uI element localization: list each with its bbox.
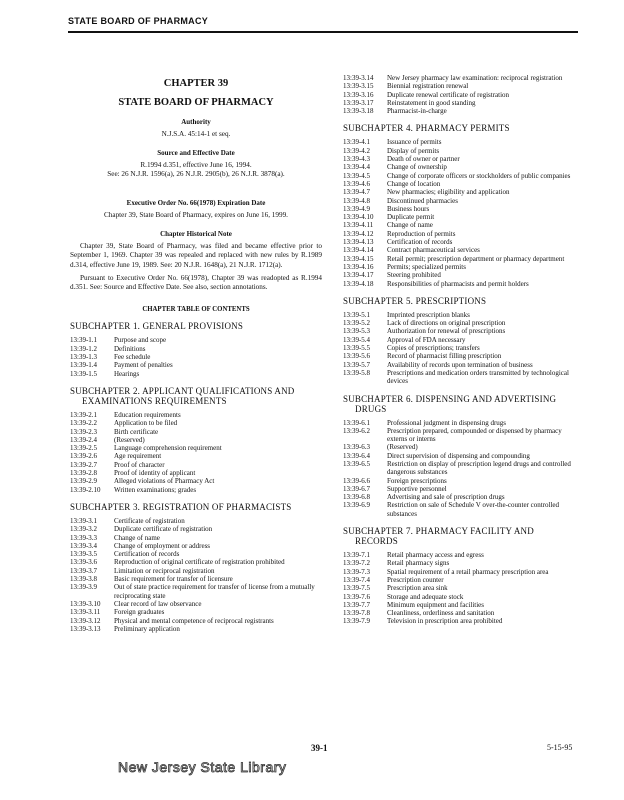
section-number: 13:39-7.5 — [343, 584, 371, 593]
section-title: (Reserved) — [114, 435, 145, 444]
section-title: Fee schedule — [114, 353, 151, 362]
section-number: 13:39-3.11 — [70, 608, 101, 617]
section-number: 13:39-1.1 — [70, 336, 98, 345]
section-number: 13:39-3.4 — [70, 541, 98, 550]
toc-entry — [343, 443, 579, 451]
section-number: 13:39-4.15 — [343, 254, 374, 263]
toc-entry — [343, 238, 579, 246]
section-title: Certification of records — [387, 238, 453, 247]
section-title: Language comprehension requirement — [114, 444, 222, 453]
toc-entry — [343, 180, 579, 188]
section-number: 13:39-5.4 — [343, 335, 371, 344]
toc-entry — [70, 600, 322, 608]
section-number: 13:39-7.6 — [343, 592, 371, 601]
toc-entry — [70, 345, 322, 353]
toc-entry — [343, 163, 579, 171]
section-title: Television in prescription area prohibited — [387, 617, 503, 626]
source-line-2: See: 26 N.J.R. 1596(a), 26 N.J.R. 2905(b), 26 N.J.R. 3878(a). — [107, 170, 285, 178]
section-title: Biennial registration renewal — [387, 82, 469, 91]
section-title: Minimum equipment and facilities — [387, 600, 485, 609]
section-number: 13:39-7.4 — [343, 575, 371, 584]
section-number: 13:39-3.1 — [70, 516, 98, 525]
section-number: 13:39-4.16 — [343, 262, 374, 271]
toc-entry — [343, 230, 579, 238]
section-number: 13:39-3.5 — [70, 550, 98, 559]
section-title: (Reserved) — [387, 443, 418, 452]
toc-entry — [343, 593, 579, 601]
section-number: 13:39-6.6 — [343, 476, 371, 485]
section-title: Prescriptions and medication orders transmitted by technological devices — [387, 368, 569, 386]
section-number: 13:39-3.17 — [343, 98, 374, 107]
section-title: Display of permits — [387, 146, 440, 155]
toc-entry — [343, 107, 579, 115]
section-title: Storage and adequate stock — [387, 592, 464, 601]
section-title: Certificate of registration — [114, 516, 185, 525]
section-title: Change of corporate officers or stockholders of public companies — [387, 171, 571, 180]
section-title: Certification of records — [114, 550, 180, 559]
section-number: 13:39-4.8 — [343, 196, 371, 205]
toc-entry — [70, 452, 322, 460]
toc-entry — [343, 551, 579, 559]
toc-entry — [70, 419, 322, 427]
toc-entry — [343, 427, 579, 444]
toc-entry — [343, 419, 579, 427]
section-number: 13:39-3.9 — [70, 583, 98, 592]
toc-entry — [343, 559, 579, 567]
section-number: 13:39-2.8 — [70, 469, 98, 478]
section-title: Direct supervision of dispensing and compounding — [387, 451, 530, 460]
toc-entry — [343, 188, 579, 196]
toc-entry — [70, 436, 322, 444]
subchapter-heading: SUBCHAPTER 7. PHARMACY FACILITY AND RECORDS — [343, 526, 534, 547]
section-number: 13:39-2.3 — [70, 427, 98, 436]
left-toc — [70, 321, 322, 633]
toc-entry — [343, 280, 579, 288]
section-number: 13:39-4.4 — [343, 163, 371, 172]
section-title: Written examinations; grades — [114, 485, 197, 494]
toc-entry — [343, 477, 579, 485]
section-number: 13:39-7.2 — [343, 559, 371, 568]
section-title: Imprinted prescription blanks — [387, 310, 470, 319]
toc-entry — [343, 369, 579, 386]
section-number: 13:39-3.8 — [70, 575, 98, 584]
section-number: 13:39-4.14 — [343, 246, 374, 255]
section-title: Out of state practice requirement for transfer of license from a mutually reciprocating state — [114, 583, 315, 600]
right-toc — [343, 123, 579, 625]
section-title: Limitation or reciprocal registration — [114, 566, 215, 575]
section-number: 13:39-6.5 — [343, 459, 371, 468]
toc-entry — [343, 311, 579, 319]
toc-entry — [70, 336, 322, 344]
running-head: STATE BOARD OF PHARMACY — [68, 16, 209, 26]
section-number: 13:39-6.1 — [343, 418, 371, 427]
history-paragraph-1: Chapter 39, State Board of Pharmacy, was filed and became effective prior to September 1, 1969. Chapter 39 was repealed and replaced with new rules by R.1989 d.314, effective June 19, 1989. See: 20 N.J.R. 1648(a), 21 N.J.R. 1712(a). — [70, 242, 322, 269]
section-title: Proof of identity of applicant — [114, 469, 196, 478]
expiration-text: Chapter 39, State Board of Pharmacy, expires on June 16, 1999. — [104, 211, 288, 219]
toc-entry — [343, 213, 579, 221]
toc-entry — [343, 336, 579, 344]
section-title: Permits; specialized permits — [387, 262, 466, 271]
toc-entry — [70, 575, 322, 583]
section-title: Payment of penalties — [114, 361, 173, 370]
section-title: Hearings — [114, 369, 140, 378]
section-number: 13:39-7.9 — [343, 617, 371, 626]
section-title: Change of employment or address — [114, 541, 211, 550]
section-number: 13:39-4.12 — [343, 229, 374, 238]
toc-entry — [70, 353, 322, 361]
toc-entry — [70, 567, 322, 575]
section-number: 13:39-4.11 — [343, 221, 374, 230]
section-title: Business hours — [387, 204, 430, 213]
subchapter-block — [343, 123, 579, 287]
section-number: 13:39-4.17 — [343, 271, 374, 280]
section-number: 13:39-4.3 — [343, 155, 371, 164]
chapter-number: CHAPTER 39 — [163, 78, 229, 89]
subchapter-block — [70, 321, 322, 377]
section-number: 13:39-6.8 — [343, 493, 371, 502]
toc-entry — [70, 428, 322, 436]
section-number: 13:39-3.10 — [70, 599, 101, 608]
section-number: 13:39-3.16 — [343, 90, 374, 99]
section-title: Professional judgment in dispensing drugs — [387, 418, 506, 427]
toc-entry — [70, 477, 322, 485]
section-number: 13:39-4.6 — [343, 179, 371, 188]
section-title: Spatial requirement of a retail pharmacy prescription area — [387, 567, 549, 576]
toc-entry — [343, 344, 579, 352]
section-title: Copies of prescriptions; transfers — [387, 344, 480, 353]
subchapter-heading: SUBCHAPTER 4. PHARMACY PERMITS — [343, 123, 510, 134]
section-number: 13:39-5.8 — [343, 368, 371, 377]
section-title: Discontinued pharmacies — [387, 196, 458, 205]
toc-entry — [70, 411, 322, 419]
right-top-toc — [343, 74, 579, 115]
subchapter-heading: SUBCHAPTER 2. APPLICANT QUALIFICATIONS AND EXAMINATIONS REQUIREMENTS — [70, 385, 295, 406]
toc-entry — [343, 601, 579, 609]
toc-entry — [343, 221, 579, 229]
section-title: Change of name — [114, 533, 160, 542]
toc-entry — [70, 525, 322, 533]
toc-entry — [343, 460, 579, 477]
section-number: 13:39-1.5 — [70, 369, 98, 378]
section-number: 13:39-3.18 — [343, 107, 374, 116]
section-title: Duplicate renewal certificate of registration — [387, 90, 510, 99]
section-number: 13:39-6.3 — [343, 443, 371, 452]
subchapter-block — [70, 386, 322, 494]
toc-entry — [70, 608, 322, 616]
section-title: Retail pharmacy signs — [387, 559, 450, 568]
section-number: 13:39-3.3 — [70, 533, 98, 542]
section-title: Duplicate certificate of registration — [114, 525, 213, 534]
section-title: Change of location — [387, 179, 441, 188]
subchapter-heading: SUBCHAPTER 1. GENERAL PROVISIONS — [70, 321, 244, 332]
history-paragraph-2: Pursuant to Executive Order No. 66(1978), Chapter 39 was readopted as R.1994 d.351. See: Source and Effective Date. See also, section annotations. — [70, 273, 322, 292]
section-number: 13:39-6.2 — [343, 426, 371, 435]
toc-entry — [70, 486, 322, 494]
page-date: 5-15-95 — [547, 743, 573, 752]
section-number: 13:39-2.10 — [70, 485, 101, 494]
toc-entry — [343, 138, 579, 146]
toc-entry — [343, 147, 579, 155]
section-number: 13:39-5.7 — [343, 360, 371, 369]
section-title: Supportive personnel — [387, 484, 447, 493]
toc-entry — [70, 361, 322, 369]
toc-entry — [70, 370, 322, 378]
section-title: Prescription counter — [387, 575, 444, 584]
section-title: Cleanliness, orderliness and sanitation — [387, 609, 495, 618]
section-number: 13:39-5.3 — [343, 327, 371, 336]
left-column — [70, 74, 322, 637]
toc-entry — [343, 493, 579, 501]
section-number: 13:39-6.9 — [343, 501, 371, 510]
section-number: 13:39-5.1 — [343, 310, 371, 319]
section-title: Contract pharmaceutical services — [387, 246, 480, 255]
section-title: Advertising and sale of prescription drugs — [387, 493, 505, 502]
toc-entry — [343, 155, 579, 163]
section-number: 13:39-2.5 — [70, 444, 98, 453]
section-title: Prescription prepared, compounded or dispensed by pharmacy externs or interns — [387, 426, 562, 444]
toc-entry — [343, 327, 579, 335]
section-number: 13:39-3.14 — [343, 74, 374, 82]
section-number: 13:39-1.3 — [70, 353, 98, 362]
section-number: 13:39-1.2 — [70, 344, 98, 353]
toc-entry — [70, 617, 322, 625]
section-number: 13:39-3.13 — [70, 624, 101, 633]
section-title: Reinstatement in good standing — [387, 98, 476, 107]
authority-heading: Authority — [181, 118, 211, 126]
section-number: 13:39-1.4 — [70, 361, 98, 370]
toc-entry — [343, 501, 579, 518]
toc-entry — [343, 197, 579, 205]
expiration-heading: Executive Order No. 66(1978) Expiration Date — [126, 199, 266, 207]
toc-entry — [343, 485, 579, 493]
toc-entry — [343, 255, 579, 263]
toc-entry — [343, 172, 579, 180]
toc-entry — [343, 319, 579, 327]
section-title: Pharmacist-in-charge — [387, 107, 447, 116]
section-title: Age requirement — [114, 452, 162, 461]
toc-entry — [343, 609, 579, 617]
section-number: 13:39-2.2 — [70, 419, 98, 428]
section-title: Reproduction of original certificate of registration prohibited — [114, 558, 285, 567]
section-number: 13:39-3.2 — [70, 525, 98, 534]
section-title: Retail pharmacy access and egress — [387, 551, 484, 560]
section-title: Change of name — [387, 221, 433, 230]
toc-entry — [70, 461, 322, 469]
section-title: Preliminary application — [114, 624, 180, 633]
section-title: Definitions — [114, 344, 146, 353]
toc-entry — [70, 517, 322, 525]
section-number: 13:39-3.12 — [70, 616, 101, 625]
subchapter-block — [343, 394, 579, 519]
toc-entry — [343, 82, 579, 90]
section-number: 13:39-2.1 — [70, 410, 98, 419]
section-number: 13:39-4.1 — [343, 138, 371, 147]
section-number: 13:39-6.4 — [343, 451, 371, 460]
subchapter-block — [70, 502, 322, 633]
chapter-title: STATE BOARD OF PHARMACY — [118, 97, 274, 108]
section-number: 13:39-4.18 — [343, 279, 374, 288]
section-title: Issuance of permits — [387, 138, 442, 147]
toc-entry — [70, 444, 322, 452]
toc-entry — [343, 99, 579, 107]
section-title: Lack of directions on original prescription — [387, 319, 506, 328]
section-title: Retail permit; prescription department or pharmacy department — [387, 254, 565, 263]
section-title: Alleged violations of Pharmacy Act — [114, 477, 215, 486]
section-number: 13:39-7.3 — [343, 567, 371, 576]
section-number: 13:39-4.5 — [343, 171, 371, 180]
toc-entry — [70, 583, 322, 600]
section-title: Education requirements — [114, 410, 181, 419]
section-title: Change of ownership — [387, 163, 447, 172]
toc-entry — [343, 205, 579, 213]
section-number: 13:39-4.2 — [343, 146, 371, 155]
section-number: 13:39-2.4 — [70, 435, 98, 444]
toc-entry — [70, 542, 322, 550]
section-number: 13:39-4.7 — [343, 188, 371, 197]
section-title: Physical and mental competence of reciprocal registrants — [114, 616, 274, 625]
toc-entry — [343, 271, 579, 279]
section-title: Purpose and scope — [114, 336, 167, 345]
subchapter-block — [343, 526, 579, 626]
section-number: 13:39-4.13 — [343, 238, 374, 247]
section-title: Authorization for renewal of prescriptions — [387, 327, 506, 336]
toc-heading: CHAPTER TABLE OF CONTENTS — [142, 306, 250, 314]
toc-entry — [343, 74, 579, 82]
toc-entry — [70, 534, 322, 542]
section-number: 13:39-6.7 — [343, 484, 371, 493]
section-number: 13:39-7.7 — [343, 600, 371, 609]
section-title: Death of owner or partner — [387, 155, 460, 164]
page-folio: 39-1 — [311, 743, 328, 753]
toc-entry — [343, 576, 579, 584]
toc-entry — [70, 625, 322, 633]
section-number: 13:39-4.10 — [343, 213, 374, 222]
section-title: Responsibilities of pharmacists and permit holders — [387, 279, 529, 288]
header-rule — [68, 31, 578, 33]
section-number: 13:39-3.15 — [343, 82, 374, 91]
library-stamp: New Jersey State Library — [118, 759, 287, 775]
section-number: 13:39-3.6 — [70, 558, 98, 567]
section-title: New pharmacies; eligibility and application — [387, 188, 510, 197]
subchapter-heading: SUBCHAPTER 6. DISPENSING AND ADVERTISING DRUGS — [343, 393, 557, 414]
section-title: Prescription area sink — [387, 584, 448, 593]
toc-entry — [343, 584, 579, 592]
section-number: 13:39-7.1 — [343, 551, 371, 560]
section-number: 13:39-2.6 — [70, 452, 98, 461]
section-number: 13:39-2.7 — [70, 460, 98, 469]
section-title: Foreign graduates — [114, 608, 165, 617]
history-heading: Chapter Historical Note — [160, 230, 232, 238]
section-title: Foreign prescriptions — [387, 476, 447, 485]
section-title: Approval of FDA necessary — [387, 335, 466, 344]
toc-entry — [70, 558, 322, 566]
section-number: 13:39-2.9 — [70, 477, 98, 486]
section-title: Application to be filed — [114, 419, 178, 428]
section-number: 13:39-7.8 — [343, 609, 371, 618]
toc-entry — [343, 452, 579, 460]
source-heading: Source and Effective Date — [157, 149, 235, 157]
toc-entry — [343, 617, 579, 625]
section-title: New Jersey pharmacy law examination: reciprocal registration — [387, 74, 563, 82]
toc-entry — [343, 91, 579, 99]
section-title: Reproduction of permits — [387, 229, 456, 238]
section-title: Duplicate permit — [387, 213, 435, 222]
section-number: 13:39-5.5 — [343, 344, 371, 353]
toc-entry — [343, 246, 579, 254]
source-line-1: R.1994 d.351, effective June 16, 1994. — [140, 161, 252, 169]
toc-entry — [343, 568, 579, 576]
section-title: Availability of records upon termination of business — [387, 360, 533, 369]
toc-entry — [343, 361, 579, 369]
right-column — [343, 74, 579, 630]
subchapter-heading: SUBCHAPTER 5. PRESCRIPTIONS — [343, 295, 487, 306]
section-number: 13:39-3.7 — [70, 566, 98, 575]
section-number: 13:39-5.6 — [343, 352, 371, 361]
subchapter-heading: SUBCHAPTER 3. REGISTRATION OF PHARMACISTS — [70, 501, 292, 512]
section-title: Proof of character — [114, 460, 165, 469]
section-title: Steering prohibited — [387, 271, 441, 280]
authority-text: N.J.S.A. 45:14-1 et seq. — [161, 130, 231, 138]
section-title: Clear record of law observance — [114, 599, 202, 608]
section-title: Basic requirement for transfer of licensure — [114, 575, 233, 584]
toc-entry — [70, 550, 322, 558]
toc-entry — [343, 352, 579, 360]
subchapter-block — [343, 296, 579, 386]
section-title: Restriction on sale of Schedule V over-the-counter controlled substances — [387, 501, 560, 518]
section-title: Restriction on display of prescription legend drugs and controlled dangerous substances — [387, 459, 571, 477]
section-number: 13:39-4.9 — [343, 204, 371, 213]
section-title: Birth certificate — [114, 427, 159, 436]
toc-entry — [343, 263, 579, 271]
toc-entry — [70, 469, 322, 477]
section-title: Record of pharmacist filling prescription — [387, 352, 502, 361]
section-number: 13:39-5.2 — [343, 319, 371, 328]
